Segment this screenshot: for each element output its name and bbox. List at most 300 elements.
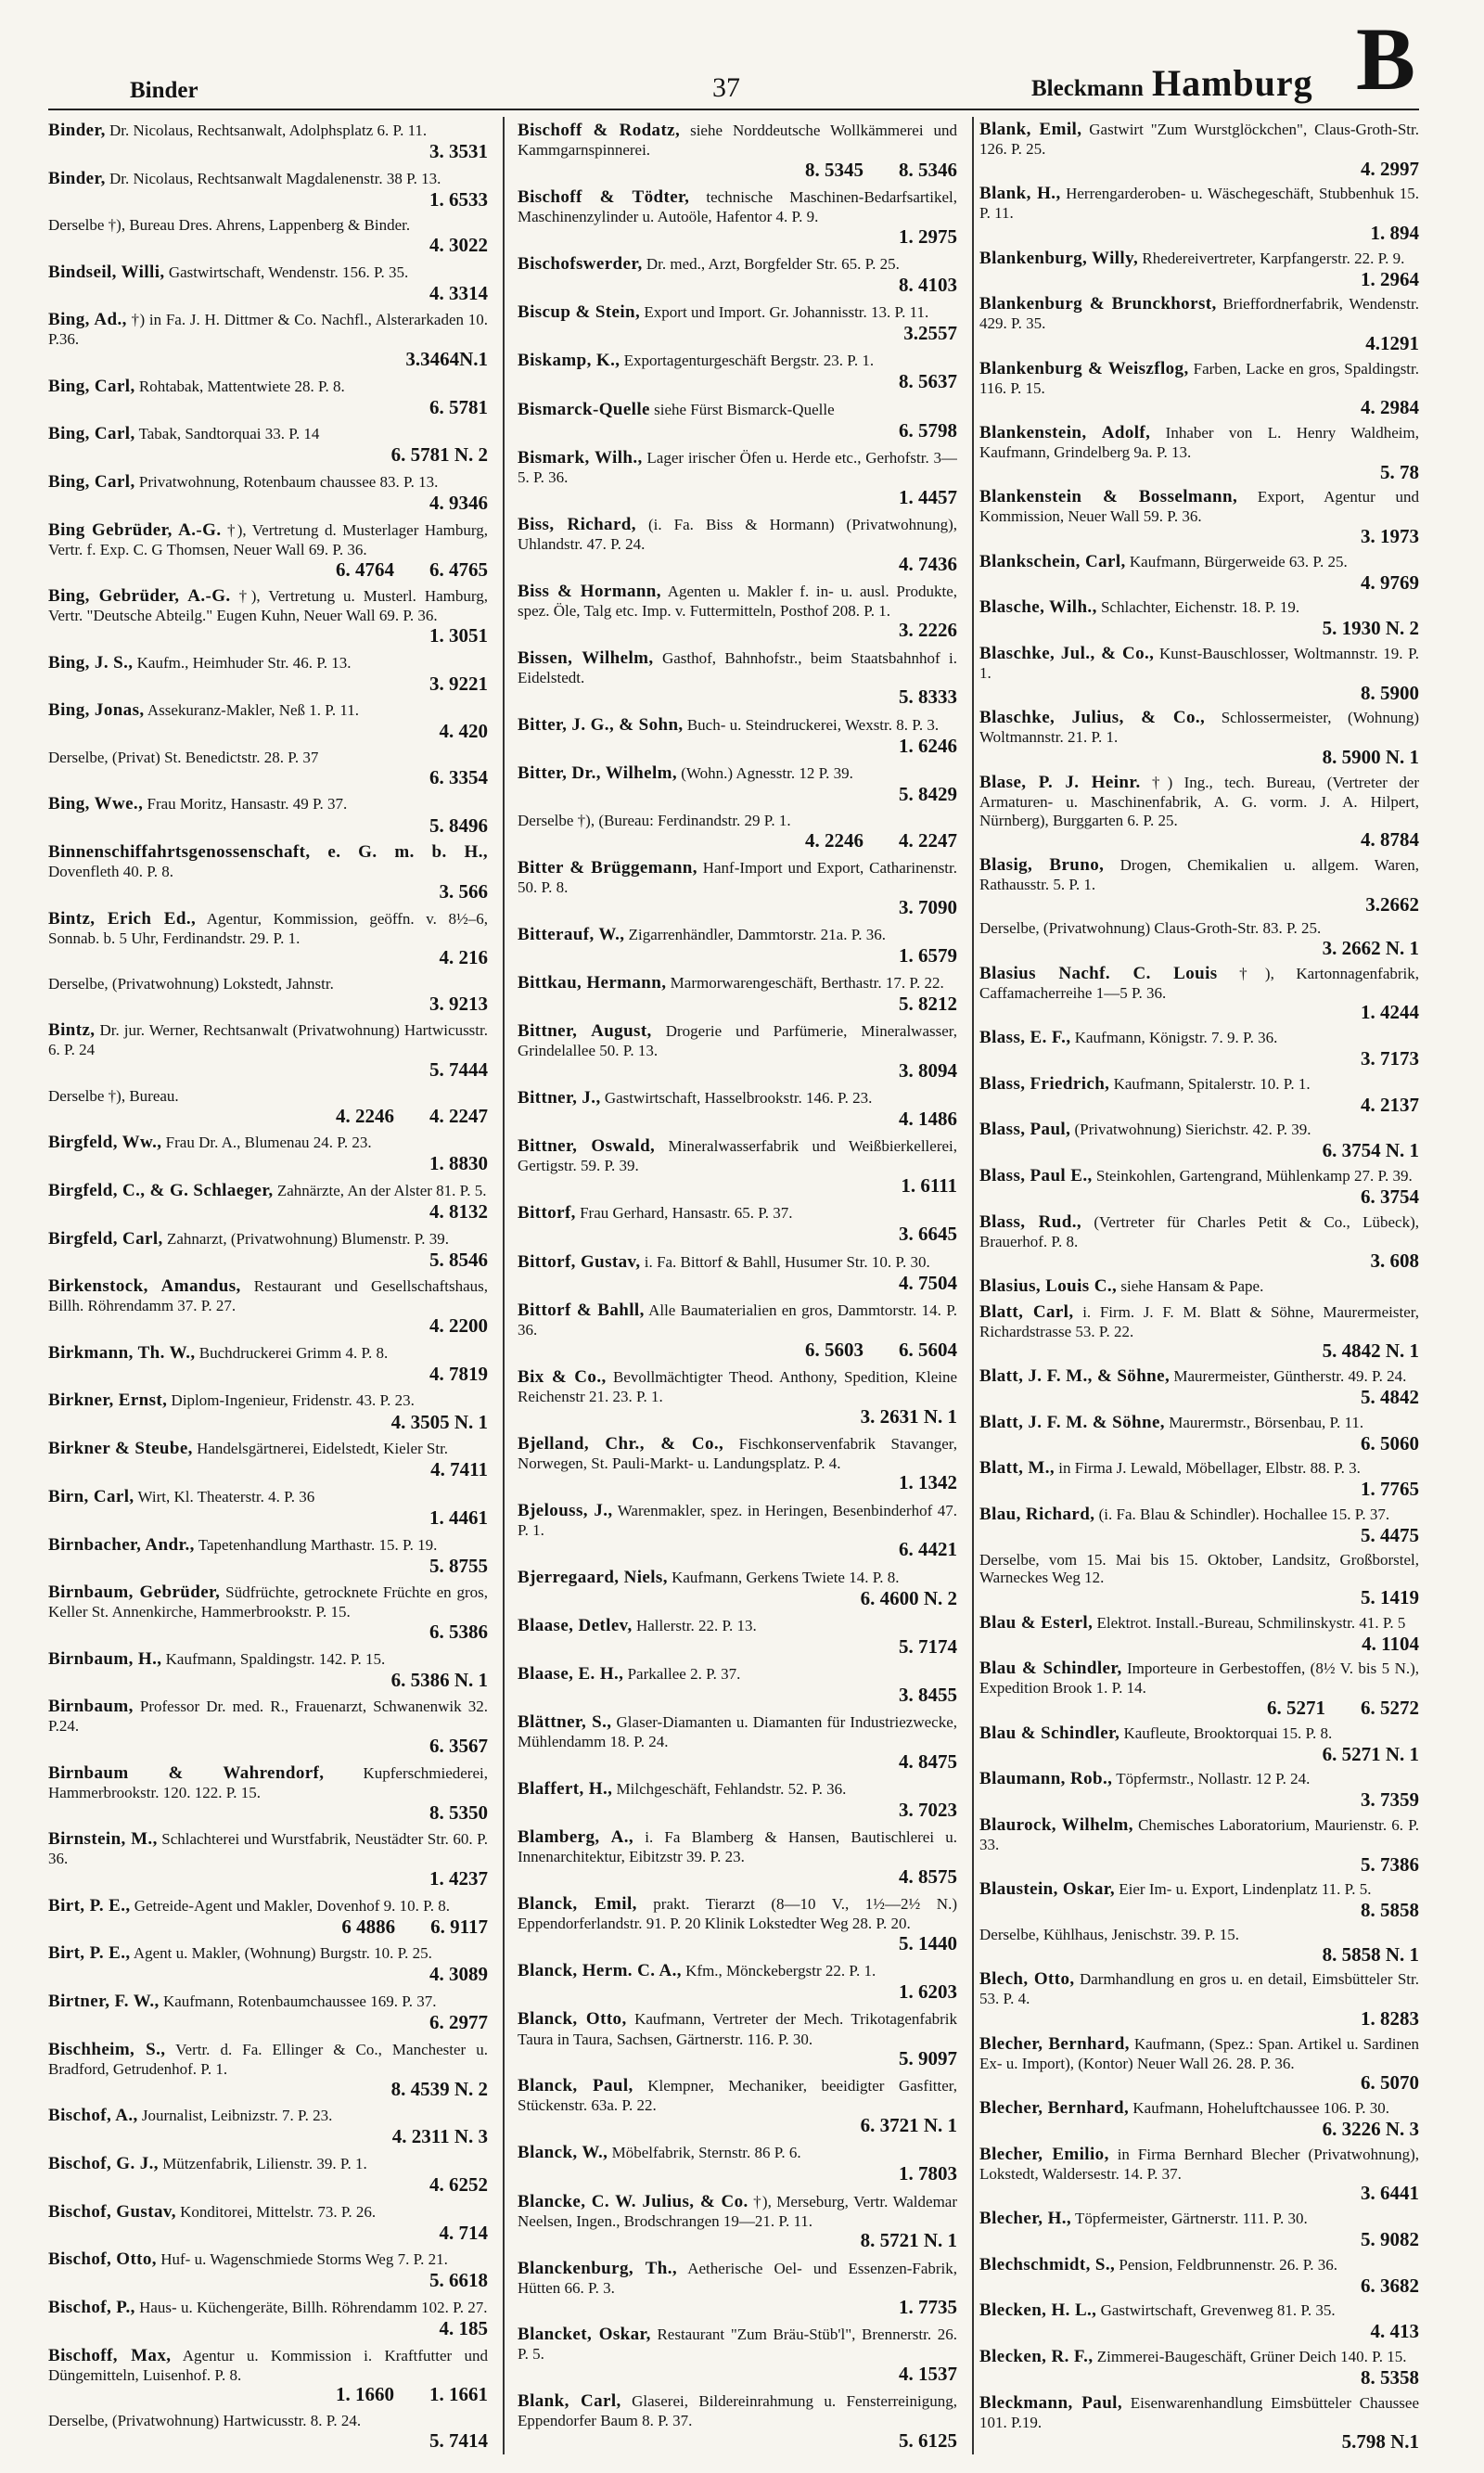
entry-description: Mineralwasserfabrik und Weißbierkellerei, Gertigstr. 59. P. 39.	[518, 1137, 957, 1175]
entry-description: Gastwirtschaft, Wendenstr. 156. P. 35.	[168, 263, 409, 281]
phone-numbers	[979, 2183, 1419, 2203]
directory-entry	[979, 1300, 1419, 1364]
entry-name: Blankenstein, Adolf,	[979, 422, 1151, 442]
entry-text	[48, 2412, 488, 2430]
entry-description: Hallerstr. 22. P. 13.	[635, 1616, 757, 1634]
entry-text	[979, 1926, 1419, 1944]
phone-number: 5. 4475	[1361, 1523, 1419, 1546]
phone-numbers	[979, 747, 1419, 767]
phone-numbers	[518, 2430, 957, 2451]
entry-name: Blecher, Bernhard,	[979, 2033, 1130, 2054]
phone-number: 3. 7359	[1361, 1788, 1419, 1812]
phone-numbers	[979, 397, 1419, 417]
entry-text	[48, 1896, 488, 1916]
phone-numbers	[518, 1339, 957, 1360]
phone-numbers	[518, 1406, 957, 1427]
entry-text	[979, 1302, 1419, 1341]
phone-number: 6. 9117	[430, 1915, 488, 1938]
phone-numbers	[518, 1224, 957, 1244]
entry-description: Farben, Lacke en gros, Spaldingstr. 116. P. 15.	[979, 359, 1419, 397]
directory-entry	[48, 2150, 488, 2198]
entry-description: Inhaber von L. Henry Waldheim, Kaufmann, Grindelberg 9a. P. 13.	[979, 423, 1419, 461]
entry-text	[979, 1723, 1419, 1744]
entry-name: Blanck, Otto,	[518, 2009, 627, 2030]
phone-numbers	[48, 1315, 488, 1336]
entry-text	[518, 302, 957, 323]
phone-number: 3. 8094	[899, 1059, 957, 1083]
entry-description: †), Kartonnagenfabrik, Caffamacherreihe 1—5 P. 36.	[979, 964, 1419, 1002]
phone-number: 3. 3531	[429, 139, 488, 162]
entry-name: Blass, Paul E.,	[979, 1165, 1093, 1185]
phone-numbers	[48, 2384, 488, 2404]
entry-name: Bissen, Wilhelm,	[518, 647, 654, 668]
entry-name: Blass, Friedrich,	[979, 1073, 1110, 1094]
entry-description: Fischkonservenfabrik Stavanger, Norwegen, St. Pauli-Markt- u. Landungsplatz. P. 4.	[518, 1434, 957, 1472]
phone-number: 4. 2311 N. 3	[391, 2125, 488, 2148]
phone-numbers	[979, 1002, 1419, 1022]
entry-description: Hanf-Import und Export, Catharinenstr. 50. P. 8.	[518, 858, 957, 896]
phone-number: 4. 714	[439, 2221, 488, 2244]
phone-number: 3.3464N.1	[405, 348, 488, 371]
directory-entry	[979, 1210, 1419, 1274]
entry-text	[518, 1779, 957, 1800]
phone-numbers	[48, 349, 488, 369]
phone-numbers	[518, 830, 957, 851]
section-letter: B	[1356, 9, 1416, 109]
directory-entry	[48, 165, 488, 213]
directory-entry	[979, 1117, 1419, 1163]
entry-text	[48, 1763, 488, 1802]
phone-numbers	[979, 2275, 1419, 2296]
phone-numbers	[979, 526, 1419, 546]
directory-entry	[979, 852, 1419, 916]
phone-numbers	[48, 2012, 488, 2032]
entry-name: Birnbaum & Wahrendorf,	[48, 1762, 325, 1783]
entry-description: Agent u. Makler, (Wohnung) Burgstr. 10. P. 25.	[133, 1944, 432, 1963]
directory-entry	[48, 2342, 488, 2408]
entry-text	[979, 487, 1419, 526]
entry-name: Bjerregaard, Niels,	[518, 1567, 668, 1587]
phone-number: 1. 3051	[429, 624, 488, 647]
phone-numbers	[518, 160, 957, 180]
entry-name: Bischof, A.,	[48, 2106, 138, 2126]
directory-entry	[518, 2321, 957, 2388]
entry-text	[518, 973, 957, 993]
entry-text	[48, 1535, 488, 1556]
phone-numbers	[518, 897, 957, 917]
entry-description: Dr. Nicolaus, Rechtsanwalt Magdalenenstr. 38 P. 13.	[109, 169, 441, 187]
phone-numbers	[979, 2321, 1419, 2341]
phone-numbers	[48, 2270, 488, 2290]
entry-text	[48, 2249, 488, 2270]
phone-numbers	[979, 1587, 1419, 1608]
directory-entry	[48, 212, 488, 258]
entry-description: Handelsgärtnerei, Eidelstedt, Kieler Str.	[197, 1440, 449, 1458]
entry-name: Bittner, Oswald,	[518, 1136, 656, 1157]
phone-numbers	[518, 1866, 957, 1887]
entry-text	[518, 254, 957, 275]
phone-numbers	[48, 1916, 488, 1937]
directory-entry	[518, 1364, 957, 1430]
entry-text	[518, 1712, 957, 1751]
phone-numbers	[48, 1556, 488, 1576]
phone-number: 5. 6125	[899, 2429, 957, 2453]
directory-entry	[518, 1430, 957, 1497]
phone-numbers	[48, 444, 488, 465]
entry-name: Bischheim, S.,	[48, 2039, 166, 2059]
entry-text	[518, 1252, 957, 1273]
phone-numbers	[518, 2297, 957, 2317]
entry-name: Bing, Gebrüder, A.-G.	[48, 586, 231, 607]
entry-name: Blanck, Paul,	[518, 2076, 633, 2096]
phone-numbers	[979, 1340, 1419, 1361]
phone-number: 3.2662	[1365, 892, 1419, 916]
entry-description: Kfm., Mönckebergstr 22. P. 1.	[685, 1962, 876, 1980]
phone-number: 6. 3682	[1361, 2274, 1419, 2297]
phone-number: 4. 185	[439, 2317, 488, 2340]
directory-entry	[48, 2247, 488, 2295]
entry-description: Brieffordnerfabrik, Wendenstr. 429. P. 35.	[979, 295, 1419, 333]
entry-description: Mützenfabrik, Lilienstr. 39. P. 1.	[162, 2154, 367, 2172]
entry-text	[979, 1212, 1419, 1251]
phone-numbers	[48, 397, 488, 417]
entry-text	[979, 597, 1419, 618]
phone-numbers	[979, 2008, 1419, 2029]
directory-entry	[48, 373, 488, 421]
entry-name: Blank, Emil,	[979, 119, 1082, 139]
phone-number: 5. 8496	[429, 814, 488, 837]
directory-entry	[979, 2206, 1419, 2252]
directory-entry	[979, 1364, 1419, 1410]
entry-text	[518, 1136, 957, 1175]
directory-entry	[518, 511, 957, 578]
entry-name: Bing, Wwe.,	[48, 794, 144, 814]
entry-description: Derselbe †), Bureau Dres. Ahrens, Lappenberg & Binder.	[48, 216, 411, 235]
entry-description: Tapetenhandlung Marthastr. 15. P. 19.	[198, 1535, 438, 1554]
directory-entry	[979, 2344, 1419, 2390]
phone-numbers	[979, 894, 1419, 915]
entry-text	[48, 1276, 488, 1315]
entry-text	[48, 1133, 488, 1153]
entry-name: Blasig, Bruno,	[979, 854, 1105, 875]
entry-text	[48, 1943, 488, 1964]
phone-numbers	[48, 721, 488, 741]
phone-number: 5. 1930 N. 2	[1322, 617, 1419, 640]
phone-numbers	[518, 487, 957, 507]
entry-text	[979, 1366, 1419, 1387]
phone-number: 8. 5358	[1361, 2366, 1419, 2390]
running-head-left: Binder	[130, 78, 198, 103]
entry-name: Blamberg, A.,	[518, 1827, 634, 1848]
phone-numbers	[518, 2364, 957, 2384]
entry-name: Birkmann, Th. W.,	[48, 1342, 196, 1363]
phone-numbers	[979, 1048, 1419, 1069]
entry-name: Bischof, Otto,	[48, 2249, 157, 2270]
entry-name: Birgfeld, Carl,	[48, 1228, 163, 1249]
phone-number: 3. 6441	[1361, 2182, 1419, 2205]
entry-description: Buch- u. Steindruckerei, Wexstr. 8. P. 3.	[686, 715, 940, 734]
phone-numbers	[979, 1525, 1419, 1545]
directory-entry	[48, 1941, 488, 1989]
phone-number: 4. 8475	[899, 1749, 957, 1773]
phone-number: 4. 2247	[429, 1104, 488, 1127]
entry-name: Birnbacher, Andr.,	[48, 1534, 195, 1555]
entry-name: Bischoff & Rodatz,	[518, 121, 681, 141]
entry-description: Zahnarzt, (Privatwohnung) Blumenstr. P. 39.	[166, 1229, 450, 1248]
entry-description: Kaufmann, (Spez.: Span. Artikel u. Sardinen Ex- u. Import), (Kontor) Neuer Wall 26. 28. P. 36.	[979, 2034, 1419, 2072]
entry-text	[518, 121, 957, 160]
directory-entry	[518, 1824, 957, 1890]
phone-number: 4. 216	[439, 946, 488, 969]
phone-numbers	[48, 235, 488, 255]
entry-description: Möbelfabrik, Sternstr. 86 P. 6.	[611, 2144, 801, 2162]
phone-number: 1. 2975	[899, 224, 957, 248]
directory-entry	[518, 921, 957, 969]
directory-entry	[979, 1877, 1419, 1924]
entry-text	[518, 1568, 957, 1588]
directory-entry	[48, 698, 488, 746]
phone-numbers	[48, 493, 488, 513]
entry-name: Bleckmann, Paul,	[979, 2392, 1122, 2413]
entry-description: Kaufmann, Königstr. 7. 9. P. 36.	[1074, 1028, 1278, 1046]
entry-description: Aetherische Oel- und Essenzen-Fabrik, Hütten 66. P. 3.	[518, 2259, 957, 2297]
entry-name: Blass, E. F.,	[979, 1027, 1071, 1047]
entry-name: Blankenburg, Willy,	[979, 248, 1139, 268]
entry-description: Kaufmann, Gerkens Twiete 14. P. 8.	[672, 1568, 900, 1586]
phone-numbers	[518, 323, 957, 343]
page-header	[48, 9, 1419, 110]
entry-text	[48, 2106, 488, 2126]
entry-description: Kunst-Bauschlosser, Woltmannstr. 19. P. 1.	[979, 645, 1419, 683]
directory-entry	[48, 307, 488, 373]
entry-text	[48, 1390, 488, 1411]
entry-name: Bischof, Gustav,	[48, 2201, 176, 2222]
phone-numbers	[48, 947, 488, 967]
phone-numbers	[48, 1059, 488, 1080]
phone-number: 6. 3721 N. 1	[860, 2114, 957, 2137]
phone-numbers	[48, 1621, 488, 1642]
phone-numbers	[979, 333, 1419, 353]
entry-description: Restaurant "Zum Bräu-Stüb'l", Brennerstr. 26. P. 5.	[518, 2326, 957, 2364]
entry-text	[979, 552, 1419, 572]
phone-number: 6. 3754	[1361, 1185, 1419, 1208]
entry-name: Blau & Schindler,	[979, 1723, 1120, 1743]
entry-description: Gastwirtschaft, Grevenweg 81. P. 35.	[1100, 2301, 1336, 2320]
phone-numbers	[518, 1751, 957, 1772]
phone-numbers	[518, 1636, 957, 1657]
phone-number: 4. 2246	[336, 1104, 394, 1127]
entry-text	[518, 1827, 957, 1866]
entry-text	[518, 763, 957, 784]
directory-entry	[979, 2252, 1419, 2299]
page-number: 37	[712, 72, 740, 103]
entry-description: Kupferschmiederei, Hammerbrookstr. 120. 122. P. 15.	[48, 1763, 488, 1801]
phone-number: 3. 608	[1370, 1249, 1419, 1273]
phone-number: 6. 5781	[429, 395, 488, 418]
phone-numbers	[48, 767, 488, 788]
city-title: Hamburg	[1152, 62, 1313, 104]
entry-text	[518, 2143, 957, 2163]
entry-name: Bing, Carl,	[48, 424, 135, 444]
entry-description: Derselbe, (Privatwohnung) Hartwicusstr. 8. P. 24.	[48, 2412, 362, 2430]
directory-entry	[518, 1957, 957, 2005]
entry-name: Binnenschiffahrtsgenossenschaft, e. G. m. b. H.,	[48, 842, 488, 863]
directory-entry	[48, 1760, 488, 1826]
phone-numbers	[518, 1060, 957, 1081]
entry-description: †) Ing., tech. Bureau, (Vertreter der Armaturen- u. Maschinenfabrik, A. G. vorm. J. A. Hilpert, Nürnberg), Burggarten 6. P. 25.	[979, 773, 1419, 829]
directory-entry	[48, 1274, 488, 1339]
entry-description: Maurermeister, Güntherstr. 49. P. 24.	[1173, 1366, 1407, 1385]
phone-numbers	[48, 1364, 488, 1384]
phone-number: 5. 78	[1380, 460, 1419, 483]
entry-description: Konditorei, Mittelstr. 73. P. 26.	[180, 2202, 377, 2221]
directory-entry	[979, 1548, 1419, 1610]
phone-number: 8. 5721 N. 1	[860, 2229, 957, 2252]
entry-name: Blasche, Wilh.,	[979, 597, 1097, 618]
entry-text	[48, 310, 488, 349]
entry-description: Milchgeschäft, Fehlandstr. 52. P. 36.	[616, 1780, 847, 1799]
phone-numbers	[48, 881, 488, 902]
entry-text	[518, 715, 957, 736]
directory-entry	[979, 1025, 1419, 1071]
entry-name: Birn, Carl,	[48, 1486, 134, 1506]
phone-numbers	[48, 1507, 488, 1528]
directory-entry	[979, 770, 1419, 852]
phone-number: 5. 7444	[429, 1058, 488, 1082]
directory-entry	[518, 1564, 957, 1612]
entry-description: Parkallee 2. P. 37.	[627, 1665, 741, 1683]
directory-entry	[48, 1339, 488, 1388]
phone-numbers	[518, 1800, 957, 1820]
entry-name: Blau & Schindler,	[979, 1659, 1122, 1679]
entry-text	[48, 424, 488, 444]
phone-number: 3. 6645	[899, 1223, 957, 1246]
entry-text	[979, 2300, 1419, 2321]
entry-description: Schlossermeister, (Wohnung) Woltmannstr. 21. P. 1.	[979, 709, 1419, 747]
entry-text	[518, 1501, 957, 1540]
entry-description: i. Firm. J. F. M. Blatt & Söhne, Maurermeister, Richardstrasse 53. P. 22.	[979, 1302, 1419, 1340]
entry-text	[518, 925, 957, 945]
directory-entry	[518, 2005, 957, 2072]
entry-description: Rohtabak, Mattentwiete 28. P. 8.	[138, 377, 345, 395]
entry-name: Blanck, Herm. C. A.,	[518, 1961, 682, 1981]
directory-entry	[979, 549, 1419, 596]
entry-name: Blatt, J. F. M., & Söhne,	[979, 1365, 1171, 1386]
directory-entry	[518, 1612, 957, 1660]
entry-name: Blankenstein & Bosselmann,	[979, 487, 1238, 507]
entry-description: (i. Fa. Biss & Hormann) (Privatwohnung), Uhlandstr. 47. P. 24.	[518, 515, 957, 553]
phone-numbers	[518, 993, 957, 1014]
phone-numbers	[979, 1095, 1419, 1115]
directory-entry	[979, 2142, 1419, 2206]
entry-description: Elektrot. Install.-Bureau, Schmilinskystr. 41. P. 5	[1096, 1613, 1406, 1632]
entry-text	[518, 2192, 957, 2231]
phone-numbers	[979, 2119, 1419, 2139]
entry-description: †), Vertretung u. Musterl. Hamburg, Vertr. "Deutsche Abteilg." Eugen Kuhn, Neuer Wall 69. P. 36.	[48, 587, 488, 625]
entry-text	[518, 2325, 957, 2364]
entry-text	[518, 1664, 957, 1685]
directory-entry	[979, 1767, 1419, 1813]
entry-name: Birkner & Steube,	[48, 1439, 193, 1459]
entry-name: Bitterauf, W.,	[518, 924, 625, 944]
directory-entry	[518, 1497, 957, 1564]
phone-number: 5. 7174	[899, 1634, 957, 1658]
entry-description: Assekuranz-Makler, Neß 1. P. 11.	[147, 701, 359, 720]
phone-number: 8. 5858 N. 1	[1322, 1942, 1419, 1966]
directory-entry	[48, 1018, 488, 1083]
phone-numbers	[48, 1201, 488, 1222]
entry-text	[48, 2346, 488, 2385]
entry-description: Kaufmann, Rotenbaumchaussee 169. P. 37.	[162, 1992, 437, 2011]
phone-number: 6. 5271 N. 1	[1322, 1742, 1419, 1765]
entry-name: Blechschmidt, S.,	[979, 2254, 1116, 2274]
entry-name: Blaase, E. H.,	[518, 1664, 624, 1684]
entry-description: siehe Fürst Bismarck-Quelle	[654, 400, 835, 418]
entry-description: Frau Dr. A., Blumenau 24. P. 23.	[165, 1134, 372, 1152]
entry-description: Derselbe †), (Bureau: Ferdinandstr. 29 P. 1.	[518, 812, 791, 829]
phone-number: 1. 7765	[1361, 1478, 1419, 1501]
entry-name: Bischof, P.,	[48, 2298, 135, 2318]
entry-name: Bittorf,	[518, 1203, 576, 1224]
entry-text	[48, 2040, 488, 2079]
entry-text	[518, 1021, 957, 1060]
phone-numbers	[979, 1250, 1419, 1271]
phone-number: 1. 4457	[899, 485, 957, 508]
entry-description: †) in Fa. J. H. Dittmer & Co. Nachfl., Alsterarkaden 10. P.36.	[48, 311, 488, 349]
entry-text	[979, 294, 1419, 333]
entry-name: Blatt, J. F. M. & Söhne,	[979, 1412, 1165, 1432]
phone-numbers	[48, 1459, 488, 1480]
entry-text	[48, 1343, 488, 1364]
directory-entry	[48, 1826, 488, 1891]
directory-entry	[518, 2254, 957, 2321]
phone-numbers	[48, 283, 488, 303]
directory-entry	[48, 1177, 488, 1225]
phone-numbers	[518, 686, 957, 707]
phone-number: 4. 1104	[1362, 1632, 1419, 1655]
entry-text	[48, 975, 488, 993]
entry-description: Zahnärzte, An der Alster 81. P. 5.	[276, 1181, 487, 1199]
entry-description: Dr. med., Arzt, Borgfelder Str. 65. P. 25.	[646, 254, 900, 273]
phone-number: 4. 2247	[899, 828, 957, 852]
directory-entry	[48, 1646, 488, 1694]
phone-numbers	[979, 1387, 1419, 1407]
entry-name: Blatt, Carl,	[979, 1301, 1074, 1322]
entry-name: Blank, H.,	[979, 184, 1061, 204]
entry-name: Bischof, G. J.,	[48, 2153, 159, 2173]
entry-text	[979, 2393, 1419, 2432]
column-divider	[972, 117, 974, 2454]
phone-number: 5. 9097	[899, 2047, 957, 2070]
phone-number: 4. 7819	[429, 1362, 488, 1385]
entry-text	[979, 1613, 1419, 1634]
entry-description: Eisenwarenhandlung Eimsbütteler Chaussee 101. P.19.	[979, 2393, 1419, 2431]
entry-text	[518, 582, 957, 621]
directory-entry	[518, 1133, 957, 1199]
entry-text	[979, 1969, 1419, 2008]
phone-number: 3.2557	[903, 322, 957, 345]
entry-name: Bischoff, Max,	[48, 2345, 172, 2365]
entry-text	[979, 1458, 1419, 1479]
phone-number: 8. 4539 N. 2	[390, 2077, 488, 2100]
entry-description: Dr. Nicolaus, Rechtsanwalt, Adolphsplatz 6. P. 11.	[109, 121, 428, 139]
phone-numbers	[518, 945, 957, 966]
entry-description: Rhedereivertreter, Karpfangerstr. 22. P. 9.	[1142, 249, 1405, 267]
entry-text	[979, 1769, 1419, 1789]
phone-number: 1. 4237	[429, 1867, 488, 1890]
phone-numbers	[979, 1433, 1419, 1454]
entry-name: Blaase, Detlev,	[518, 1615, 633, 1635]
